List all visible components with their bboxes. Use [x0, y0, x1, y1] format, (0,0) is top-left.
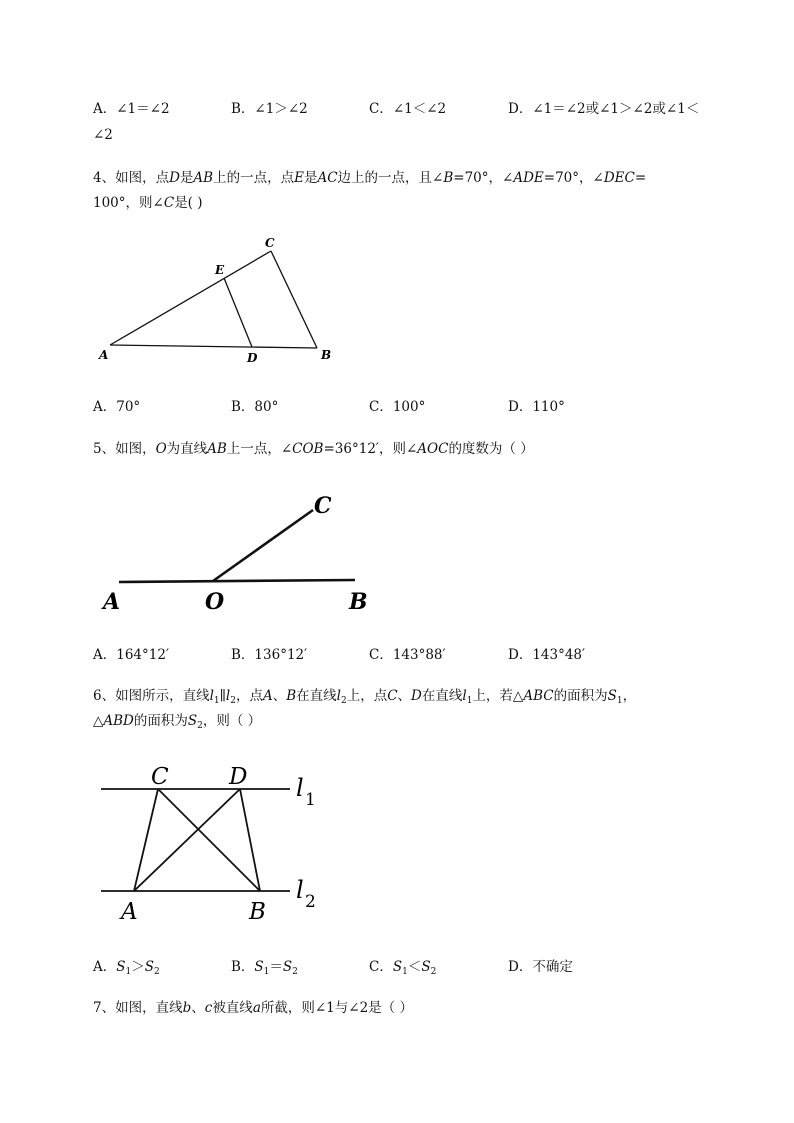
segment-ed [224, 278, 252, 347]
q6-option-d: D．不确定 [508, 959, 573, 975]
label-e: E [215, 263, 225, 277]
segment-ac [134, 789, 158, 891]
q7-stem: 7、如图，直线b、c被直线a所截，则∠1与∠2是（ ） [93, 1000, 413, 1016]
label-d: D [247, 351, 258, 365]
q4-triangle-figure [95, 232, 345, 367]
label-a: A [121, 899, 138, 925]
q5-stem: 5、如图，O为直线AB上一点，∠COB=36°12′，则∠AOC的度数为（ ） [93, 441, 534, 457]
q5-angle-figure [95, 485, 385, 620]
label-d: D [229, 764, 248, 790]
q3-option-d: D．∠1＝∠2或∠1＞∠2或∠1＜ [508, 101, 700, 117]
q5-option-a: A．164°12′ [93, 647, 170, 663]
label-l1-subscript: 1 [305, 790, 316, 810]
q5-option-b: B．136°12′ [231, 647, 308, 663]
label-l2: l [296, 876, 304, 904]
q5-option-c: C．143°88′ [369, 647, 446, 663]
label-b: B [349, 589, 368, 615]
q4-stem-line2: 100°，则∠C是( ) [93, 195, 203, 211]
q4-option-c: C．100° [369, 399, 426, 415]
label-c: C [265, 236, 275, 250]
q6-stem-line2: △ABD的面积为$S_2$，则（ ） [93, 713, 262, 731]
q6-parallel-lines-figure [95, 760, 335, 930]
q4-option-d: D．110° [508, 399, 565, 415]
q4-option-b: B．80° [231, 399, 279, 415]
q6-option-b: B．$S_1=S_2$ [231, 959, 298, 977]
q3-option-b: B．∠1＞∠2 [231, 101, 308, 117]
segment-ad [134, 789, 240, 891]
segment-db [240, 789, 260, 891]
q3-option-a: A．∠1＝∠2 [93, 101, 170, 117]
q6-option-c: C．$S_1<S_2$ [369, 959, 437, 977]
label-l2-subscript: 2 [305, 892, 316, 912]
ray-oc [213, 510, 313, 581]
segment-ab [110, 345, 317, 348]
q5-option-d: D．143°48′ [508, 647, 586, 663]
q4-option-a: A．70° [93, 399, 141, 415]
segment-ac [110, 251, 271, 345]
q3-option-d-continued: ∠2 [93, 127, 113, 143]
label-a: A [103, 589, 121, 615]
segment-cb [271, 251, 317, 348]
label-c: C [314, 493, 332, 519]
label-o: O [205, 589, 225, 615]
q6-stem-line1: 6、如图所示，直线$l_1\parallel l_2$，点A、B在直线$l_2$上，点C、D在直线$l_1$上，若△ABC的面积为$S_1$， [93, 688, 637, 706]
segment-cb [158, 789, 260, 891]
q4-stem-line1: 4、如图，点D是AB上的一点，点E是AC边上的一点，且∠B=70°，∠ADE=70°，∠DEC= [93, 170, 647, 186]
label-a: A [99, 348, 109, 362]
q3-option-c: C．∠1＜∠2 [369, 101, 447, 117]
label-b: B [249, 899, 266, 925]
label-l1: l [296, 774, 304, 802]
label-c: C [151, 764, 169, 790]
q6-option-a: A．$S_1>S_2$ [93, 959, 160, 977]
line-ab [119, 580, 355, 582]
label-b: B [321, 348, 332, 362]
